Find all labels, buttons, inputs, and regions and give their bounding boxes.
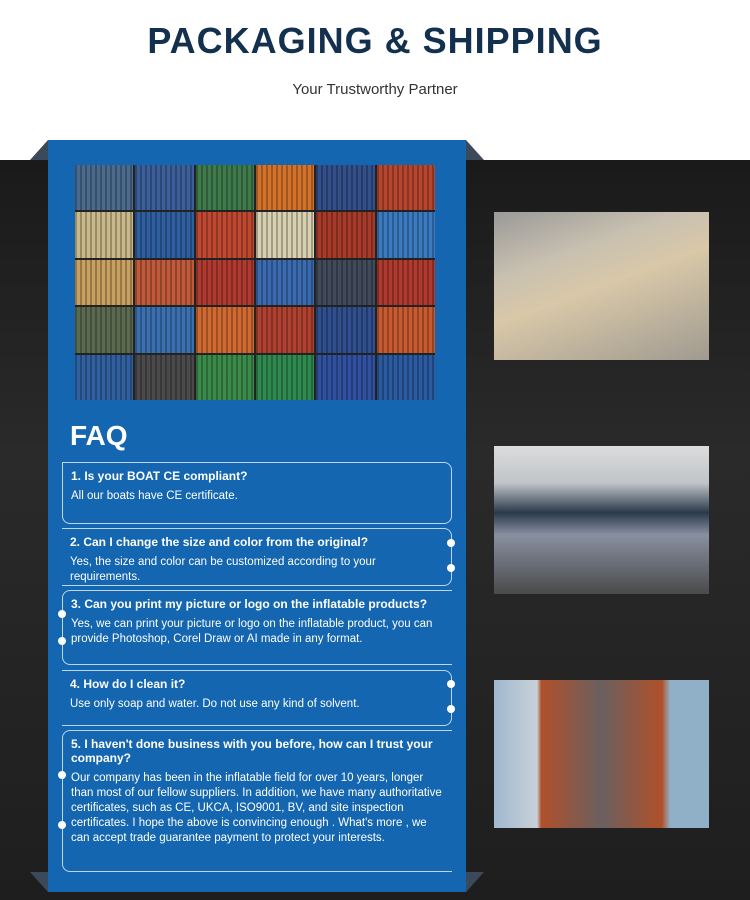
- timeline-dot: [58, 771, 66, 779]
- panel-fold: [466, 872, 484, 892]
- page-subtitle: Your Trustworthy Partner: [292, 81, 458, 98]
- faq-answer: Our company has been in the inflatable field for over 10 years, longer than most of our fellow suppliers. In addition, we have many authoritative certificates, such as CE, UKCA, ISO9001, BV, and site inspection certificates. I hope the above is convincing enough . What's more , we can accept trade guarantee payment to protect your interests.: [71, 772, 442, 844]
- timeline-dot: [447, 705, 455, 713]
- timeline-dot: [58, 610, 66, 618]
- panel-fold: [466, 140, 484, 160]
- faq-answer: Yes, we can print your picture or logo on the inflatable product, you can provide Photoshop, Corel Draw or AI made in any format.: [71, 618, 433, 645]
- timeline-dot: [58, 821, 66, 829]
- faq-question: 2. Can I change the size and color from the original?: [70, 535, 369, 549]
- faq-title: FAQ: [70, 420, 128, 451]
- timeline-dot: [447, 539, 455, 547]
- loaded-container-photo: [494, 680, 709, 828]
- boat-on-trailer-photo: [494, 446, 709, 594]
- shipping-containers-image: [75, 165, 435, 400]
- timeline-dot: [447, 564, 455, 572]
- faq-item: [62, 590, 452, 665]
- timeline-dot: [447, 680, 455, 688]
- faq-item: [62, 730, 452, 872]
- faq-item: [62, 528, 452, 586]
- faq-item: [62, 462, 452, 524]
- faq-answer: Use only soap and water. Do not use any kind of solvent.: [70, 698, 360, 710]
- faq-item: [62, 670, 452, 726]
- timeline-dot: [58, 637, 66, 645]
- faq-question: 5. I haven't done business with you before, how can I trust your company?: [71, 737, 433, 765]
- panel-fold: [30, 140, 48, 160]
- packed-crate-photo: [494, 212, 709, 360]
- faq-answer: Yes, the size and color can be customized according to your requirements.: [70, 556, 376, 583]
- faq-question: 1. Is your BOAT CE compliant?: [71, 469, 248, 483]
- faq-answer: All our boats have CE certificate.: [71, 490, 238, 502]
- faq-question: 3. Can you print my picture or logo on the inflatable products?: [71, 597, 428, 611]
- faq-question: 4. How do I clean it?: [70, 677, 186, 691]
- panel-fold: [30, 872, 48, 892]
- page-title: PACKAGING & SHIPPING: [147, 20, 603, 61]
